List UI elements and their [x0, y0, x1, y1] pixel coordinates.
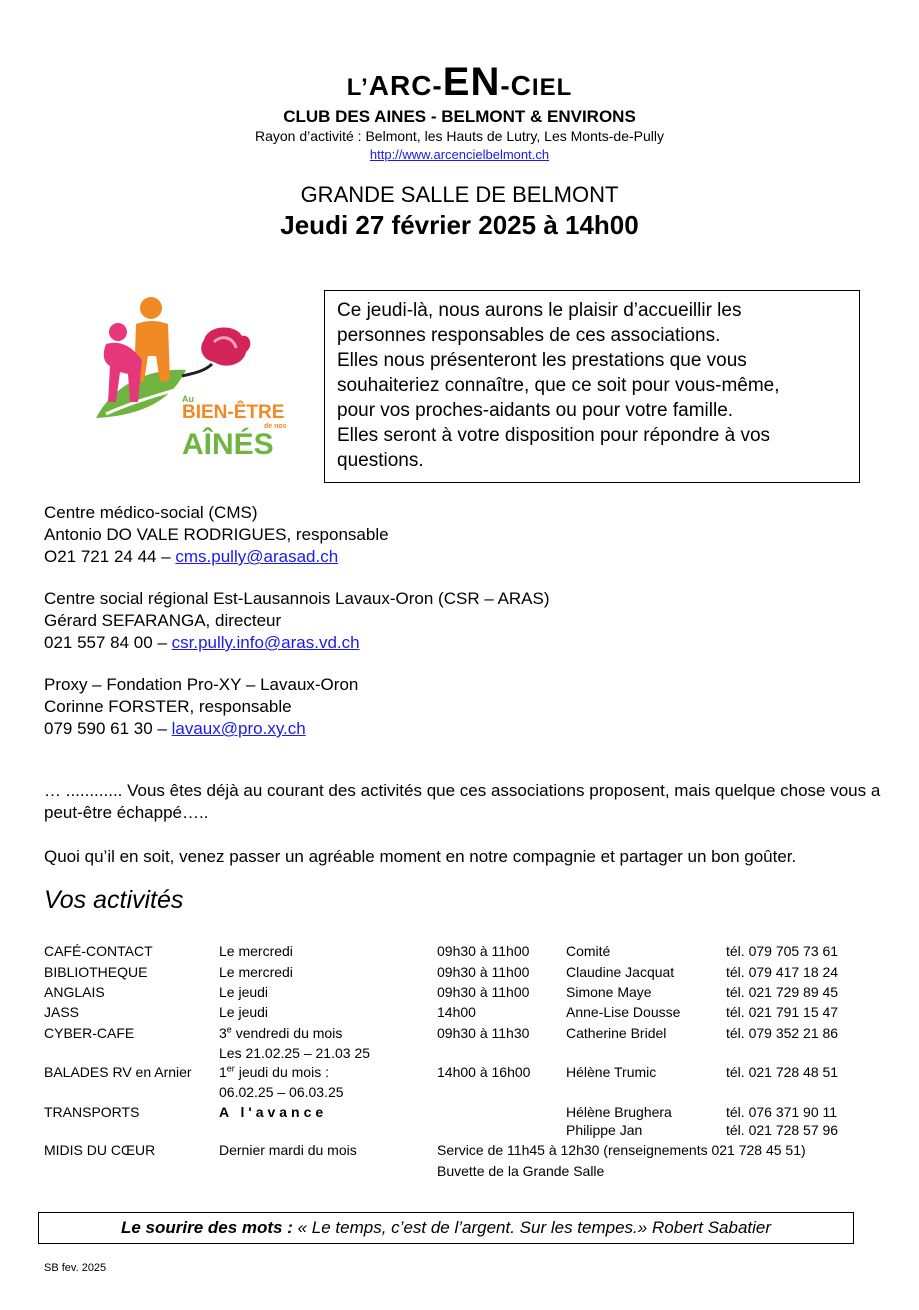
activity-day [219, 1023, 342, 1043]
brand-iel: IEL [531, 74, 573, 101]
intro-box [324, 290, 860, 483]
activity-tel: tél. 079 417 18 24 [726, 964, 839, 980]
activity-time: 09h30 à 11h00 [437, 984, 530, 1000]
activities-title: Vos activités [44, 886, 184, 914]
activity-name: JASS [44, 1004, 80, 1020]
activity-person: Claudine Jacquat [566, 964, 675, 980]
contact-person: Corinne FORSTER, responsable [44, 697, 292, 716]
activity-tel: tél. 021 728 48 51 [726, 1064, 839, 1080]
contact-org: Centre médico-social (CMS) [44, 503, 258, 522]
contact-person: Gérard SEFARANGA, directeur [44, 611, 282, 630]
activity-tel: tél. 076 371 90 11 [726, 1104, 838, 1120]
activity-name: CYBER-CAFE [44, 1025, 135, 1041]
activity-person-2: Philippe Jan [566, 1122, 643, 1138]
brand-dash: - [500, 70, 511, 101]
brand-arc: ARC- [368, 70, 443, 101]
activity-day: Le mercredi [219, 943, 293, 959]
activity-day-rest: vendredi du mois [231, 1025, 343, 1041]
event-date: Jeudi 27 février 2025 à 14h00 [280, 210, 639, 240]
footer-note: SB fev. 2025 [44, 1262, 107, 1274]
contacts-list [44, 502, 884, 760]
orange-person-head [140, 297, 162, 319]
activity-person: Anne-Lise Dousse [566, 1004, 681, 1020]
activity-tel: tél. 021 729 89 45 [726, 984, 839, 1000]
logo-line2: AÎNÉS [182, 428, 274, 461]
logo-de-nos: de nos [264, 423, 287, 430]
quote-text: « Le temps, c’est de l’argent. Sur les tempes.» Robert Sabatier [292, 1218, 772, 1237]
activity-day-dates: 06.02.25 – 06.03.25 [219, 1084, 344, 1100]
intro-line: Ce jeudi-là, nous aurons le plaisir d’accueillir les [337, 300, 742, 321]
activity-service-2: Buvette de la Grande Salle [437, 1163, 605, 1179]
intro-line: Elles seront à votre disposition pour répondre à vos [337, 425, 771, 446]
rose-icon [201, 327, 250, 365]
contact-org: Proxy – Fondation Pro-XY – Lavaux-Oron [44, 675, 359, 694]
club-name: CLUB DES AINES - BELMONT & ENVIRONS [283, 107, 636, 126]
intro-line: pour vos proches-aidants ou pour votre famille. [337, 400, 734, 421]
activity-time: 14h00 à 16h00 [437, 1064, 531, 1080]
brand-l: L’ [346, 74, 369, 101]
activity-day: A l'avance [219, 1104, 328, 1120]
contact-person: Antonio DO VALE RODRIGUES, responsable [44, 525, 389, 544]
activity-name: BALADES RV en Arnier [44, 1064, 192, 1080]
activity-tel: tél. 079 352 21 86 [726, 1025, 839, 1041]
activity-day-sup: e [226, 1024, 232, 1035]
activity-day-num: 3 [219, 1025, 227, 1041]
contact-phone: O21 721 24 44 – [44, 547, 176, 566]
contact-email[interactable]: lavaux@pro.xy.ch [171, 719, 306, 738]
activity-day: Le jeudi [219, 984, 269, 1000]
quote-label: Le sourire des mots : [120, 1218, 293, 1237]
contact-cms [44, 502, 884, 568]
bien-etre-logo [86, 290, 306, 470]
contact-phone-line [44, 632, 884, 654]
activity-day: Dernier mardi du mois [219, 1142, 357, 1158]
activity-name: BIBLIOTHEQUE [44, 964, 148, 980]
activity-person: Hélène Trumic [566, 1064, 657, 1080]
contact-phone-line [44, 718, 884, 740]
contact-csr [44, 588, 884, 654]
contact-phone-line [44, 546, 884, 568]
activity-day: Le jeudi [219, 1004, 269, 1020]
activity-time: 09h30 à 11h30 [437, 1025, 530, 1041]
activity-day [219, 1062, 329, 1082]
rayon-text: Rayon d’activité : Belmont, les Hauts de Lutry, Les Monts-de-Pully [254, 128, 665, 144]
paragraph-1: … ............ Vous êtes déjà au courant des activités que ces associations proposent, mais quelque chose vous a peut-être échappé….. [44, 781, 881, 822]
contact-org: Centre social régional Est-Lausannois Lavaux-Oron (CSR – ARAS) [44, 589, 550, 608]
activity-day-rest: jeudi du mois : [234, 1064, 329, 1080]
brand-title [0, 60, 919, 105]
activity-day-dates: Les 21.02.25 – 21.03 25 [219, 1045, 371, 1061]
quote-box [38, 1212, 854, 1244]
pink-person-head [109, 323, 127, 341]
activity-name: TRANSPORTS [44, 1104, 140, 1120]
activity-name: MIDIS DU CŒUR [44, 1142, 156, 1158]
contact-phone: 021 557 84 00 – [44, 633, 172, 652]
activity-person: Simone Maye [566, 984, 652, 1000]
activity-day-num: 1 [219, 1064, 227, 1080]
activity-time: 14h00 [437, 1004, 476, 1020]
activity-person: Comité [566, 943, 611, 959]
brand-en: EN [442, 60, 501, 104]
intro-line: souhaiteriez connaître, que ce soit pour vous-même, [337, 375, 780, 396]
activity-name: ANGLAIS [44, 984, 105, 1000]
contact-phone: 079 590 61 30 – [44, 719, 172, 738]
contact-proxy [44, 674, 884, 740]
venue-title: GRANDE SALLE DE BELMONT [300, 182, 619, 207]
activity-day-sup: er [226, 1063, 235, 1074]
activity-time: 09h30 à 11h00 [437, 943, 530, 959]
activity-tel: tél. 079 705 73 61 [726, 943, 839, 959]
activity-day: Le mercredi [219, 964, 293, 980]
contact-email[interactable]: csr.pully.info@aras.vd.ch [171, 633, 360, 652]
intro-line: personnes responsables de ces associations. [337, 325, 721, 346]
website-link[interactable]: http://www.arcencielbelmont.ch [369, 147, 550, 162]
activity-tel-2: tél. 021 728 57 96 [726, 1122, 839, 1138]
activity-tel: tél. 021 791 15 47 [726, 1004, 839, 1020]
activity-service: Service de 11h45 à 12h30 (renseignements 021 728 45 51) [437, 1142, 806, 1158]
intro-line: Elles nous présenteront les prestations que vous [337, 350, 747, 371]
paragraph-2: Quoi qu’il en soit, venez passer un agréable moment en notre compagnie et partager un bon goûter. [44, 847, 797, 866]
intro-line: questions. [337, 450, 424, 471]
activity-time: 09h30 à 11h00 [437, 964, 530, 980]
brand-c: C [510, 70, 532, 101]
logo-line1: BIEN-ÊTRE [182, 402, 285, 423]
activity-person: Catherine Bridel [566, 1025, 667, 1041]
activity-name: CAFÉ-CONTACT [44, 943, 153, 959]
activity-person: Hélène Brughera [566, 1104, 672, 1120]
contact-email[interactable]: cms.pully@arasad.ch [175, 547, 339, 566]
logo-au: Au [182, 394, 194, 404]
